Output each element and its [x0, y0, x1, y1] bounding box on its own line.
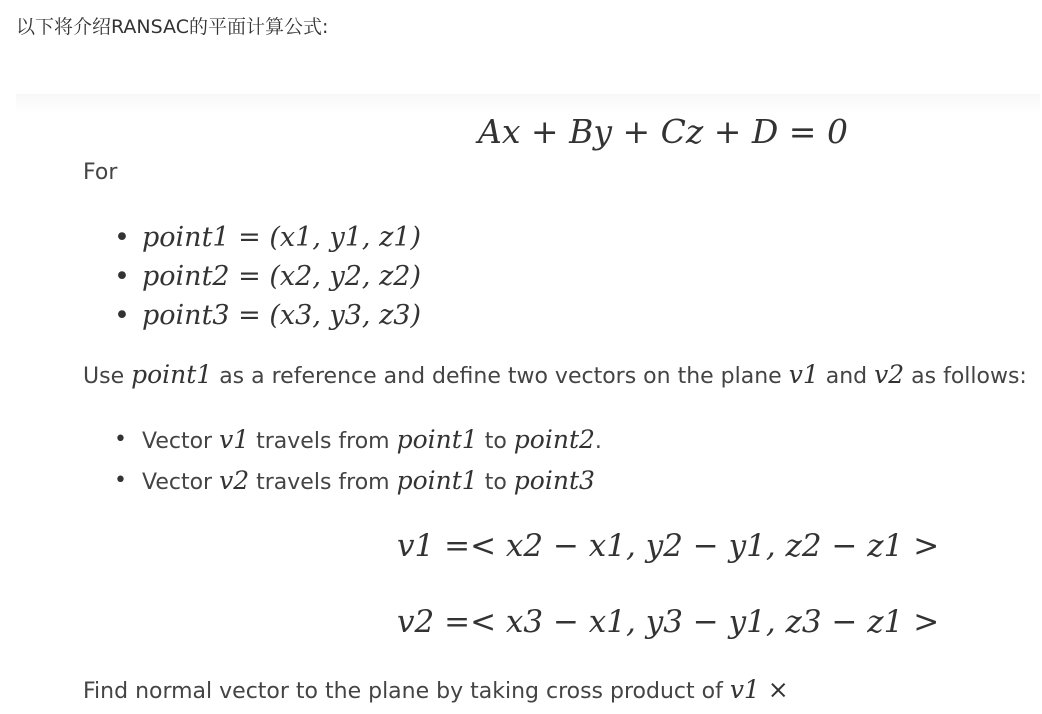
list-item: • point1 = (x1, y1, z1): [112, 218, 421, 257]
text-span: Vector: [142, 470, 220, 495]
text-span: Use: [83, 364, 132, 389]
math-inline: v2: [219, 466, 250, 495]
vector-travel-list: [112, 420, 602, 502]
math-inline: v1: [219, 425, 250, 454]
vector-v1-equation: v1 =< x2 − x1, y2 − y1, z2 − z1 >: [397, 528, 940, 564]
math-inline: v1: [788, 360, 819, 389]
text-span: Vector: [142, 429, 220, 454]
use-reference-line: [83, 360, 1027, 389]
find-normal-line: [83, 675, 789, 704]
intro-text: 以下将介绍RANSAC的平面计算公式:: [16, 16, 329, 38]
for-label: For: [83, 160, 118, 185]
text-span: to: [477, 470, 514, 495]
math-inline: point3: [513, 466, 595, 495]
list-item: • point3 = (x3, y3, z3): [112, 296, 421, 335]
text-span: to: [477, 429, 514, 454]
points-list: [112, 218, 421, 335]
vector-v2-equation: v2 =< x3 − x1, y3 − y1, z3 − z1 >: [397, 604, 940, 640]
math-inline: point2: [513, 425, 595, 454]
text-span: as follows:: [904, 364, 1027, 389]
text-span: and: [818, 364, 875, 389]
text-span: Find normal vector to the plane by taking cross product of: [83, 679, 730, 704]
math-inline: point1: [131, 360, 213, 389]
plane-equation: Ax + By + Cz + D = 0: [478, 112, 848, 151]
math-inline: v2: [874, 360, 905, 389]
math-inline: point1: [396, 466, 478, 495]
list-item: [112, 420, 602, 461]
list-item: [112, 461, 602, 502]
math-inline: point1: [396, 425, 478, 454]
text-span: as a reference and define two vectors on the plane: [212, 364, 789, 389]
text-span: travels from: [249, 470, 397, 495]
text-span: .: [594, 429, 602, 454]
math-inline: v1 ×: [729, 675, 789, 704]
fade-overlay: [830, 670, 1042, 714]
list-item: • point2 = (x2, y2, z2): [112, 257, 421, 296]
text-span: travels from: [249, 429, 397, 454]
